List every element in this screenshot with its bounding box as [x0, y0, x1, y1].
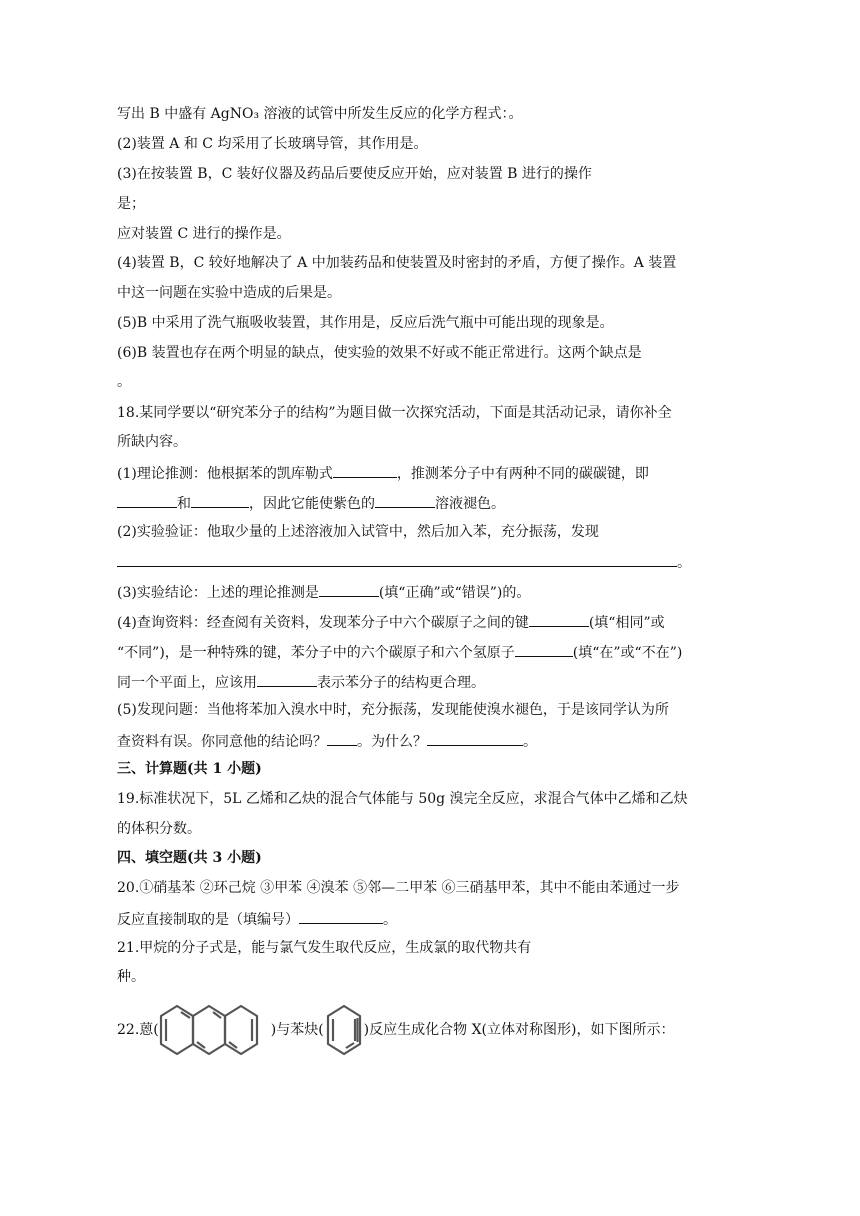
q18-intro: 18.某同学要以“研究苯分子的结构”为题目做一次探究活动，下面是其活动记录，请你补全: [117, 405, 672, 421]
q18-part5: (5)发现问题：当他将苯加入溴水中时，充分振荡，发现能使溴水褪色，于是该同学认为所: [117, 702, 669, 718]
answer-blank[interactable]: [117, 492, 177, 508]
q17-part3-cont: 是；: [117, 196, 145, 212]
q17-part2: (2)装置 A 和 C 均采用了长玻璃导管，其作用是。: [117, 136, 428, 152]
q20-cont: [117, 908, 397, 930]
answer-blank[interactable]: [375, 492, 435, 508]
answer-blank[interactable]: [257, 671, 317, 687]
q17-part6-end: 。: [117, 374, 131, 390]
q17-line-equation: 写出 B 中盛有 AgNO₃ 溶液的试管中所发生反应的化学方程式：。: [117, 106, 523, 122]
q18-part4-text2: (填“相同”或: [588, 615, 665, 631]
q18-part5-end: 。: [523, 734, 537, 750]
q18-intro-cont: 所缺内容。: [117, 434, 187, 450]
q17-part3-c: 应对装置 C 进行的操作是。: [117, 226, 291, 242]
answer-blank[interactable]: [191, 492, 249, 508]
q19: 19.标准状况下，5L 乙烯和乙炔的混合气体能与 50g 溴完全反应，求混合气体中乙烯和乙炔: [117, 791, 688, 807]
answer-blank[interactable]: [427, 730, 523, 746]
q18-part4: [117, 611, 665, 633]
q18-part3: [117, 581, 530, 603]
q18-text-fade: 溶液褪色。: [435, 496, 505, 512]
q21-cont: 种。: [117, 969, 145, 985]
q20-text: 反应直接制取的是（填编号）: [117, 912, 299, 928]
q19-cont: 的体积分数。: [117, 821, 201, 837]
answer-blank[interactable]: [327, 730, 357, 746]
q18-part1-cont: [117, 492, 505, 514]
q18-part4-cont: [117, 641, 682, 663]
q18-part4-cont2: [117, 671, 485, 693]
anthracene-structure-icon: [159, 1002, 271, 1058]
q17-part4-cont: 中这一问题在实验中造成的后果是。: [117, 285, 341, 301]
q18-part4-text: (4)查询资料：经查阅有关资料，发现苯分子中六个碳原子之间的键: [117, 615, 529, 631]
q18-part1: [117, 462, 649, 484]
q18-part2: (2)实验验证：他取少量的上述溶液加入试管中，然后加入苯，充分振荡，发现: [117, 524, 599, 540]
q18-part1-text2: ，推测苯分子中有两种不同的碳碳键，即: [396, 466, 649, 482]
q17-part6: (6)B 装置也存在两个明显的缺点，使实验的效果不好或不能正常进行。这两个缺点是: [117, 345, 642, 361]
answer-blank[interactable]: [333, 462, 397, 478]
answer-blank[interactable]: [515, 641, 573, 657]
section-heading-fill: 四、填空题(共 3 小题): [117, 850, 262, 866]
answer-blank[interactable]: [529, 611, 589, 627]
q22-text-anthracene: 22.蒽(: [117, 1022, 159, 1038]
q18-part4-text6: 表示苯分子的结构更合理。: [317, 675, 485, 691]
q18-part5-text: 查资料有误。你同意他的结论吗？: [117, 734, 327, 750]
q18-part1-text: (1)理论推测：他根据苯的凯库勒式: [117, 466, 333, 482]
q18-part2-end: 。: [677, 555, 691, 571]
answer-blank[interactable]: [299, 908, 383, 924]
q18-part3-text: (3)实验结论：上述的理论推测是: [117, 585, 319, 601]
answer-blank[interactable]: [319, 581, 379, 597]
q20-end: 。: [383, 912, 397, 928]
q18-part4-text5: 同一个平面上，应该用: [117, 675, 257, 691]
q17-part5: (5)B 中采用了洗气瓶吸收装置，其作用是，反应后洗气瓶中可能出现的现象是。: [117, 315, 614, 331]
q18-text-purple: ，因此它能使紫色的: [249, 496, 375, 512]
q17-part4: (4)装置 B，C 较好地解决了 A 中加装药品和使装置及时密封的矛盾，方便了操作。A 装置: [117, 255, 677, 271]
q18-part4-text4: (填“在”或“不在”): [572, 645, 683, 661]
q17-part3: (3)在按装置 B，C 装好仪器及药品后要使反应开始，应对装置 B 进行的操作: [117, 166, 592, 182]
q22: [117, 1002, 674, 1058]
section-heading-calc: 三、计算题(共 1 小题): [117, 761, 262, 777]
answer-blank[interactable]: [117, 551, 677, 567]
q18-part4-text3: “不同”)，是一种特殊的键，苯分子中的六个碳原子和六个氢原子: [117, 645, 515, 661]
q20: 20.①硝基苯 ②环己烷 ③甲苯 ④溴苯 ⑤邻—二甲苯 ⑥三硝基甲苯，其中不能由苯通过一步: [117, 880, 680, 896]
q18-part5-cont: [117, 730, 537, 752]
q21: 21.甲烷的分子式是，能与氯气发生取代反应，生成氯的取代物共有: [117, 940, 532, 956]
q18-part5-text2: 。为什么？: [357, 734, 427, 750]
q18-part3-text2: (填“正确”或“错误”)的。: [378, 585, 531, 601]
q22-text-product: )反应生成化合物 X(立体对称图形)，如下图所示：: [363, 1022, 675, 1038]
q18-part2-cont: [117, 551, 691, 573]
q18-text-and: 和: [177, 496, 191, 512]
benzyne-structure-icon: [324, 1002, 364, 1058]
q22-text-benzyne: )与苯炔(: [270, 1022, 324, 1038]
